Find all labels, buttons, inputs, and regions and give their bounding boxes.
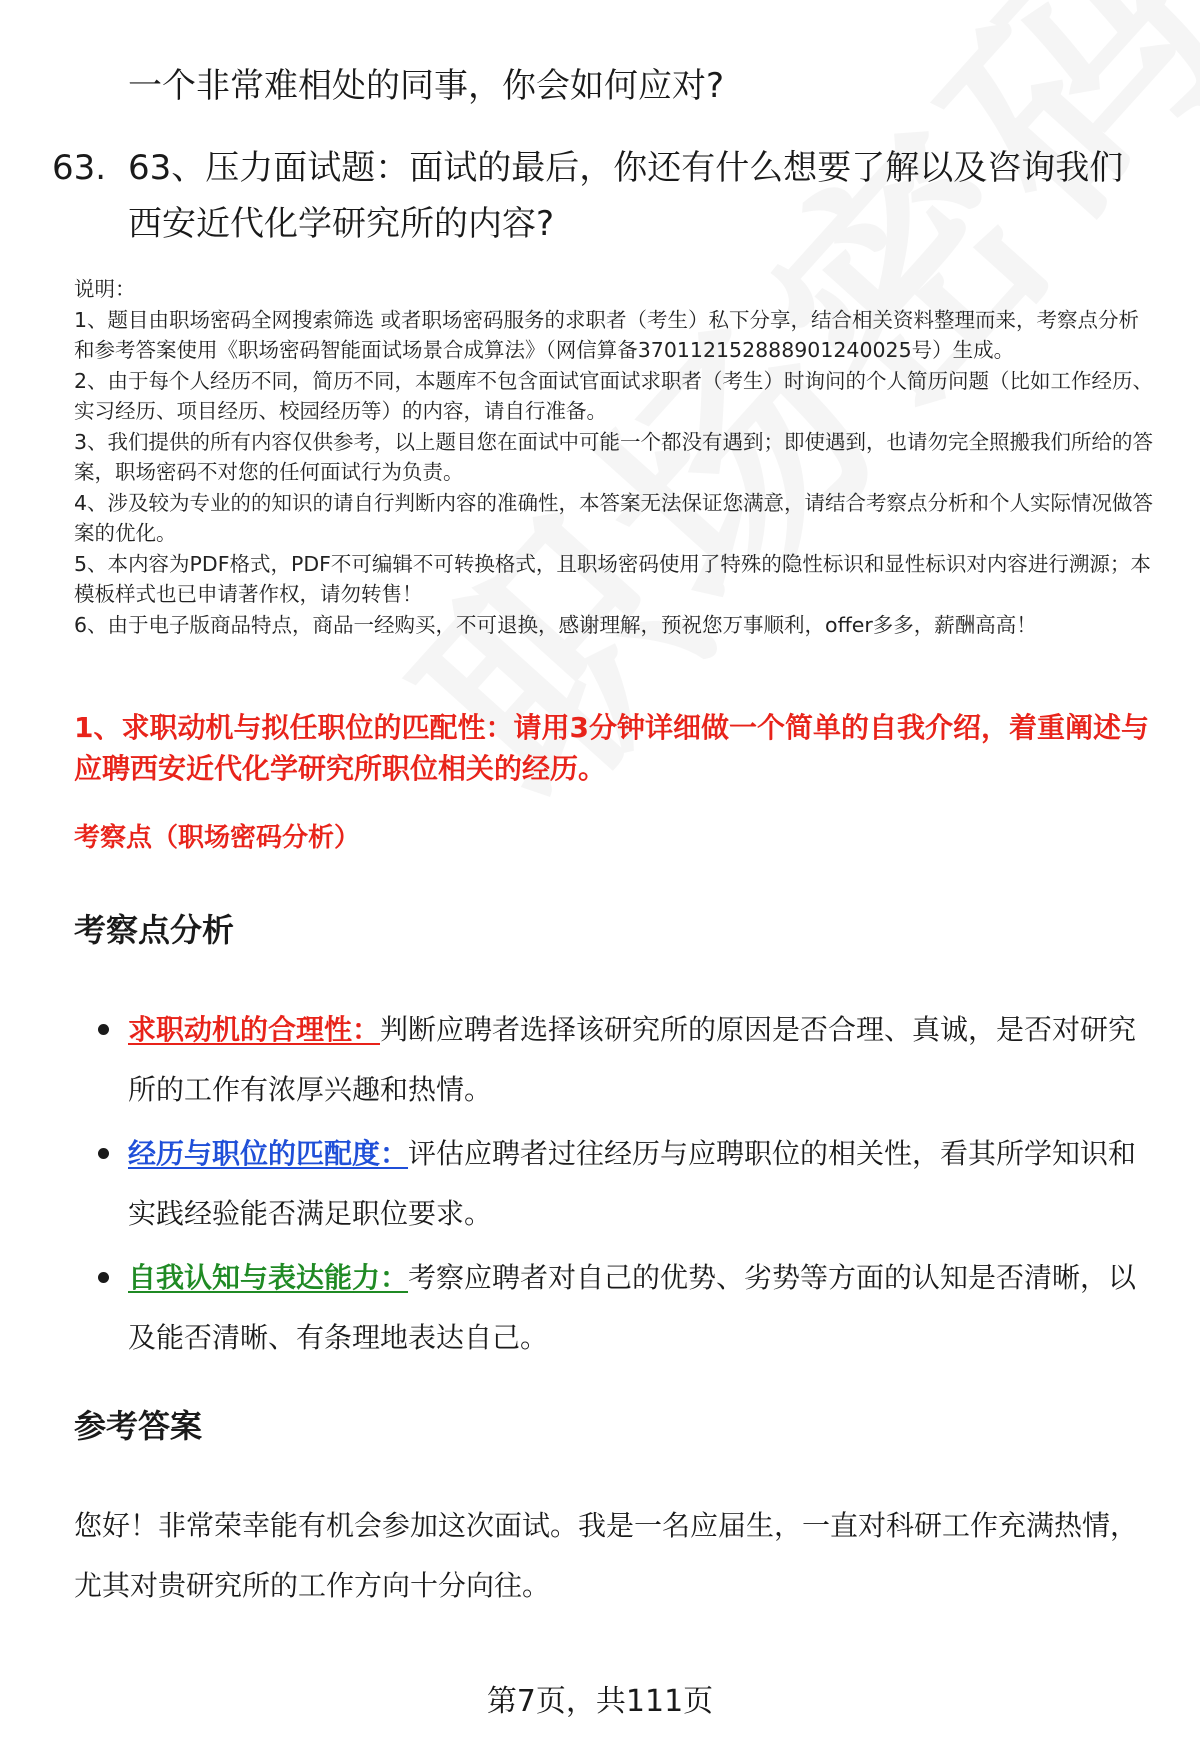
analysis-point bbox=[74, 1124, 1154, 1244]
note-item: 3、我们提供的所有内容仅供参考，以上题目您在面试中可能一个都没有遇到；即使遇到，也请勿完全照搬我们所给的答案，职场密码不对您的任何面试行为负责。 bbox=[74, 429, 1154, 484]
analysis-desc: 考察应聘者对自己的优势、劣势等方面的认知是否清晰，以及能否清晰、有条理地表达自己。 bbox=[128, 1261, 1137, 1354]
analysis-term: 自我认知与表达能力： bbox=[128, 1261, 409, 1294]
page-footer: 第7页，共111页 bbox=[486, 1684, 714, 1719]
analysis-heading: 考察点分析 bbox=[74, 911, 235, 949]
analysis-term: 求职动机的合理性： bbox=[128, 1013, 381, 1046]
question-1-title: 1、求职动机与拟任职位的匹配性：请用3分钟详细做一个简单的自我介绍，着重阐述与应聘西安近代化学研究所职位相关的经历。 bbox=[74, 711, 1149, 785]
notes-title: 说明： bbox=[74, 277, 136, 301]
bullet-icon bbox=[98, 1148, 109, 1159]
note-item: 4、涉及较为专业的的知识的请自行判断内容的准确性，本答案无法保证您满意，请结合考察点分析和个人实际情况做答案的优化。 bbox=[74, 490, 1154, 545]
question-number: 63. bbox=[52, 148, 107, 188]
bullet-icon bbox=[98, 1024, 109, 1035]
analysis-list bbox=[74, 1000, 1154, 1372]
note-item: 2、由于每个人经历不同，简历不同，本题库不包含面试官面试求职者（考生）时询问的个人简历问题（比如工作经历、实习经历、项目经历、校园经历等）的内容，请自行准备。 bbox=[74, 368, 1154, 423]
analysis-desc: 判断应聘者选择该研究所的原因是否合理、真诚，是否对研究所的工作有浓厚兴趣和热情。 bbox=[128, 1013, 1137, 1106]
answer-heading: 参考答案 bbox=[74, 1407, 203, 1445]
analysis-point bbox=[74, 1248, 1154, 1368]
bullet-icon bbox=[98, 1272, 109, 1283]
analysis-point bbox=[74, 1000, 1154, 1120]
question-62-continuation: 一个非常难相处的同事，你会如何应对? bbox=[128, 66, 725, 106]
question-63 bbox=[52, 140, 1152, 252]
note-item: 6、由于电子版商品特点，商品一经购买，不可退换，感谢理解，预祝您万事顺利，offer多多，薪酬高高！ bbox=[74, 612, 1037, 637]
exam-point-label: 考察点（职场密码分析） bbox=[74, 823, 361, 853]
disclaimer-notes bbox=[74, 274, 1159, 640]
note-item: 5、本内容为PDF格式，PDF不可编辑不可转换格式，且职场密码使用了特殊的隐性标识和显性标识对内容进行溯源；本模板样式也已申请著作权，请勿转售！ bbox=[74, 551, 1151, 606]
answer-text: 您好！非常荣幸能有机会参加这次面试。我是一名应届生，一直对科研工作充满热情，尤其对贵研究所的工作方向十分向往。 bbox=[74, 1509, 1139, 1602]
note-item: 1、题目由职场密码全网搜索筛选 或者职场密码服务的求职者（考生）私下分享，结合相关资料整理而来，考察点分析和参考答案使用《职场密码智能面试场景合成算法》（网信算备370112152888901240025号）生成。 bbox=[74, 307, 1140, 362]
analysis-term: 经历与职位的匹配度： bbox=[128, 1137, 409, 1170]
analysis-desc: 评估应聘者过往经历与应聘职位的相关性，看其所学知识和实践经验能否满足职位要求。 bbox=[128, 1137, 1137, 1230]
question-text: 63、压力面试题：面试的最后，你还有什么想要了解以及咨询我们西安近代化学研究所的内容? bbox=[128, 148, 1124, 244]
